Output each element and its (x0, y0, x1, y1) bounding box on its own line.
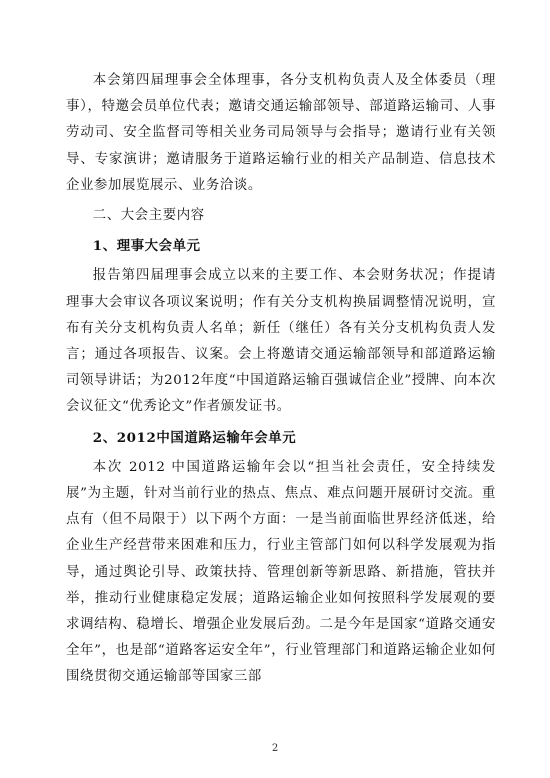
paragraph-council-agenda: 报告第四届理事会成立以来的主要工作、本会财务状况；作提请理事大会审议各项议案说明；作有关分支机构换届调整情况说明，宣布有关分支机构负责人名单；新任（继任）各有关分支机构负责人发言；通过各项报告、议案。会上将邀请交通运输部领导和部道路运输司领导讲话；为2012年度“中国道路运输百强诚信企业”授牌、向本次会议征文“优秀论文”作者颁发证书。 (66, 268, 496, 415)
paragraph-annual-meeting-topics: 本次 2012 中国道路运输年会以“担当社会责任，安全持续发展”为主题，针对当前行业的热点、焦点、难点问题开展研讨交流。重点有（但不局限于）以下两个方面：一是当前面临世界经济低迷，给企业生产经营带来困难和压力，行业主管部门如何以科学发展观为指导，通过舆论引导、政策扶持、管理创新等新思路、新措施，管扶并举，推动行业健康稳定发展；道路运输企业如何按照科学发展观的要求调结构、稳增长、增强企业发展后劲。二是今年是国家“道路交通安全年”，也是部“道路客运安全年”，行业管理部门和道路运输企业如何围绕贯彻交通运输部等国家三部 (66, 459, 496, 685)
page-number: 2 (271, 743, 279, 754)
subheading-council-unit: 1、理事大会单元 (92, 238, 201, 255)
section-heading-main-content: 二、大会主要内容 (92, 208, 205, 224)
document-body (66, 68, 496, 695)
subheading-annual-meeting-unit: 2、2012中国道路运输年会单元 (92, 429, 297, 446)
paragraph-attendees: 本会第四届理事会全体理事，各分支机构负责人及全体委员（理事），特邀会员单位代表；邀请交通运输部领导、部道路运输司、人事劳动司、安全监督司等相关业务司局领导与会指导；邀请行业有关领导、专家演讲；邀请服务于道路运输行业的相关产品制造、信息技术企业参加展览展示、业务洽谈。 (66, 73, 496, 193)
